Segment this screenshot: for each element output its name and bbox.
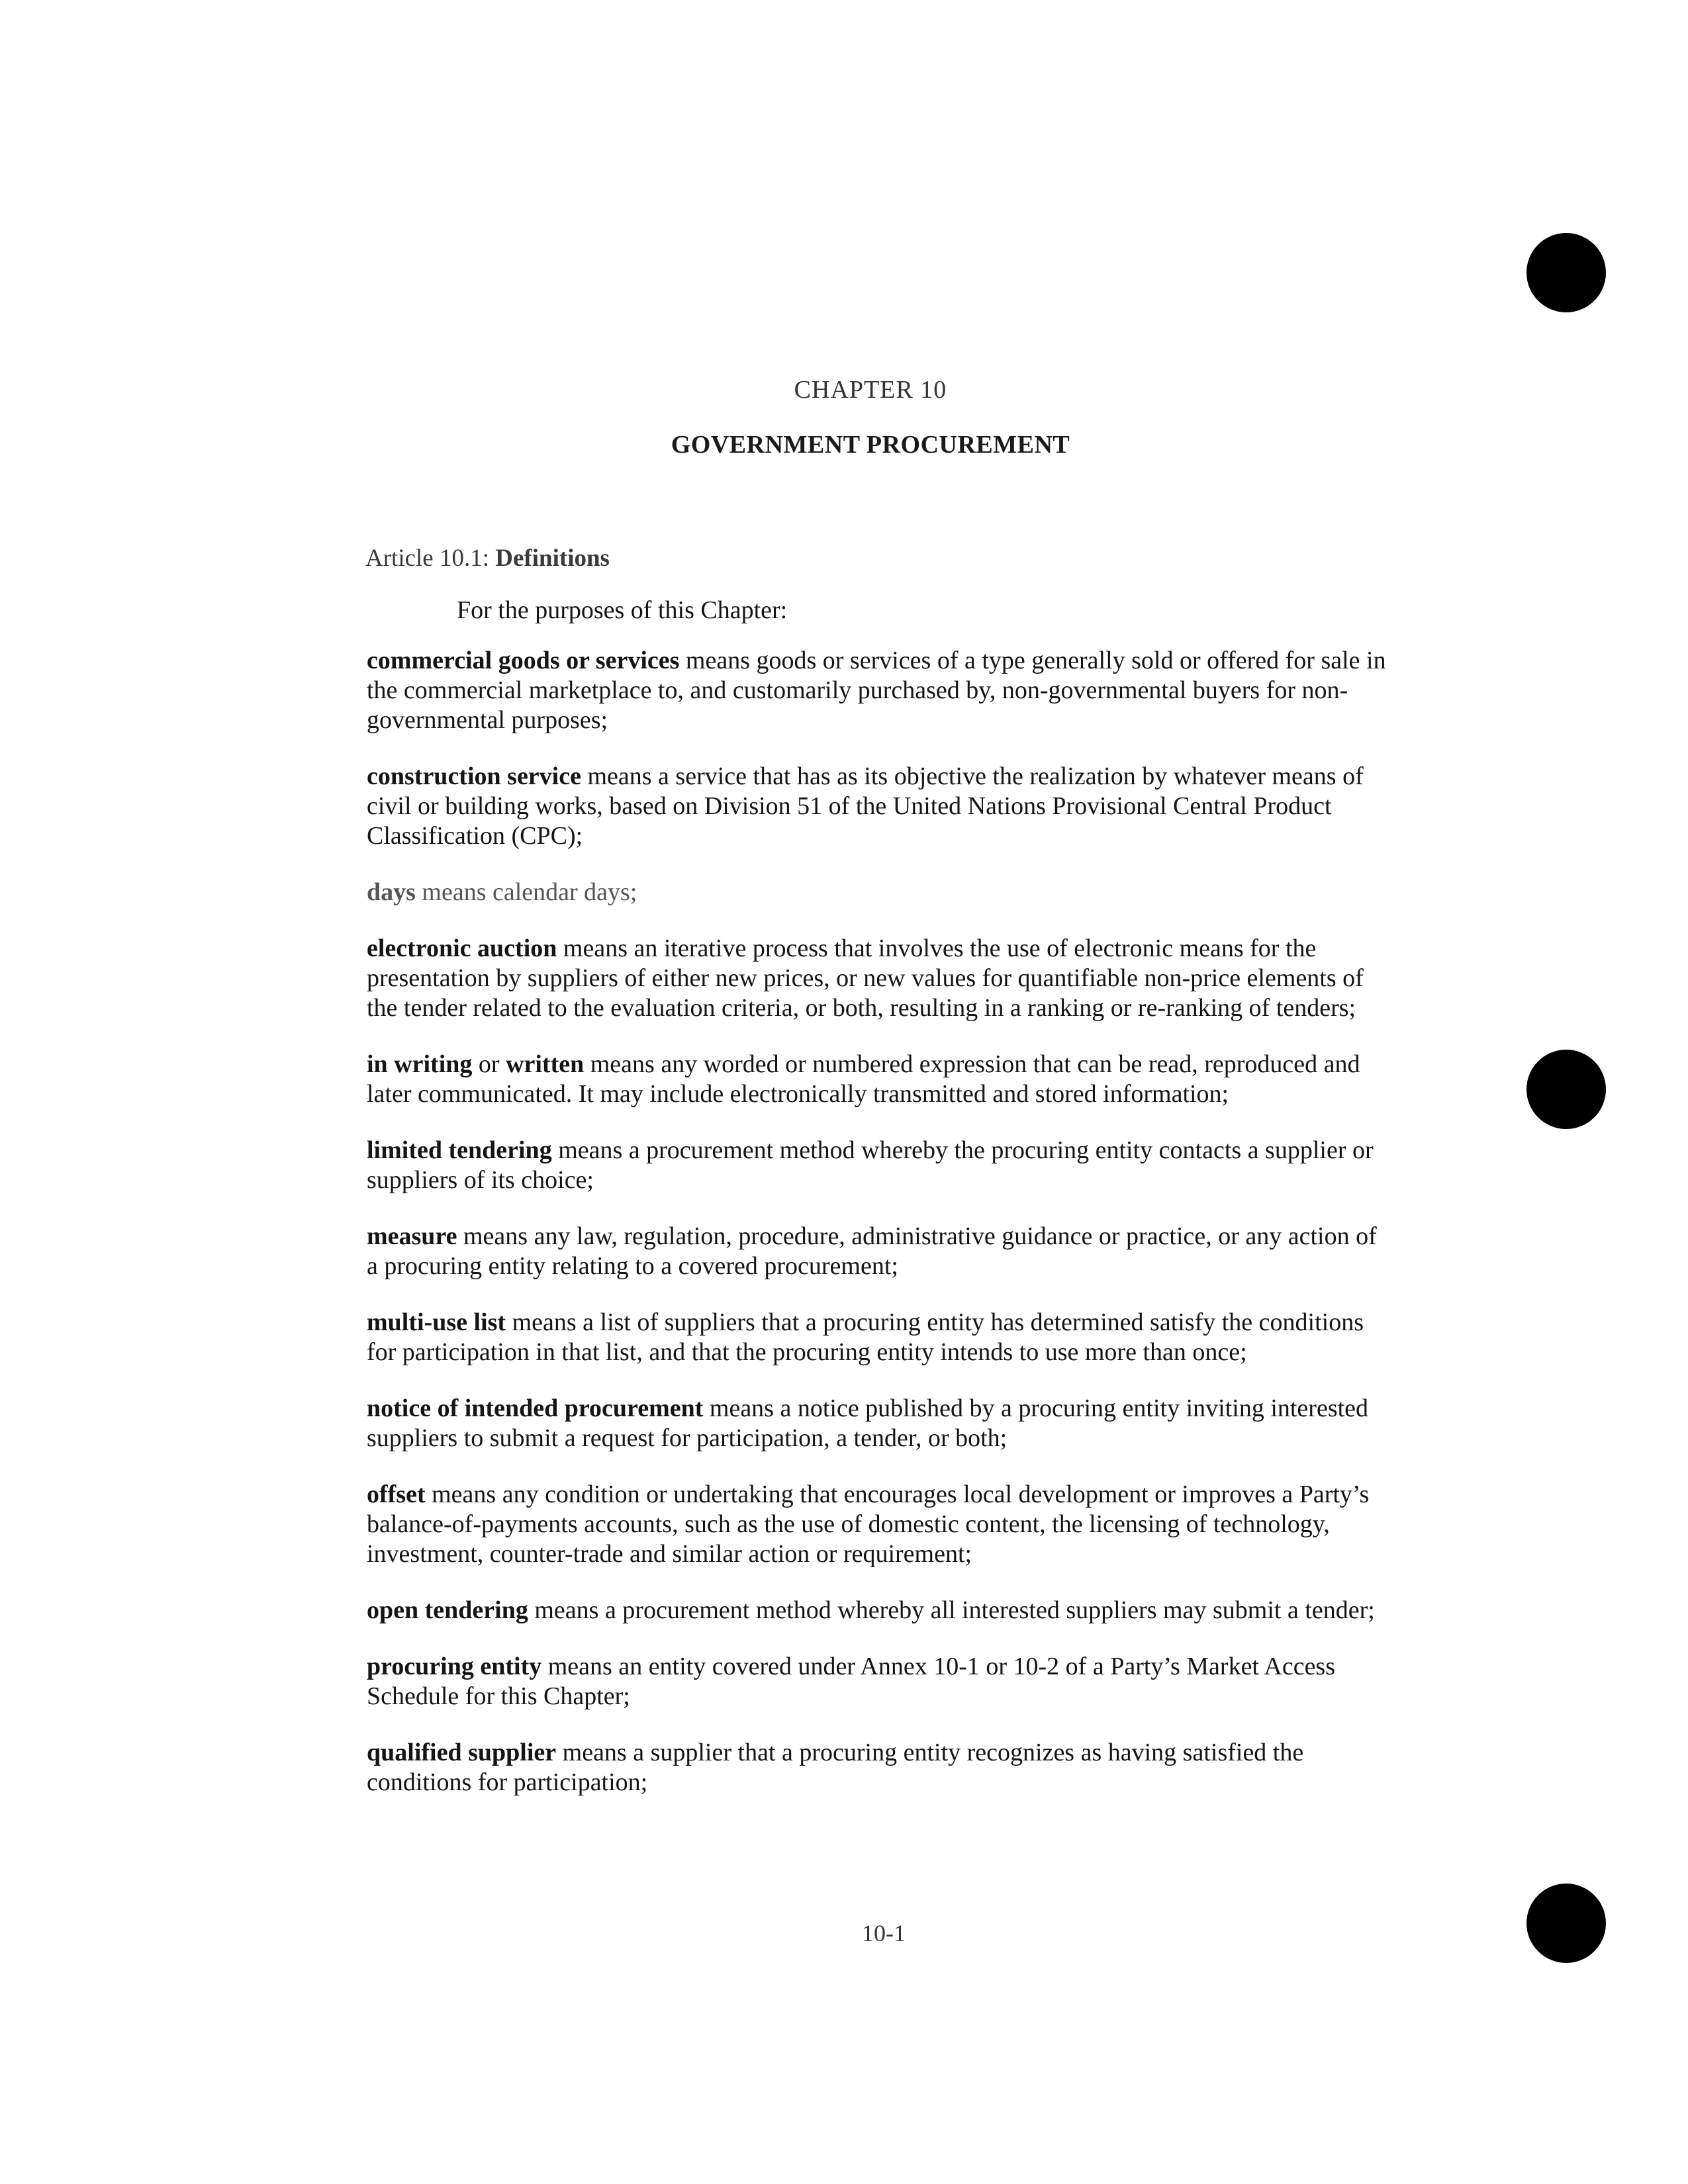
- definition-term: procuring entity: [367, 1653, 542, 1680]
- definition-term: multi-use list: [367, 1308, 506, 1336]
- definition-connector: or: [472, 1050, 506, 1078]
- definition-term: electronic auction: [367, 934, 557, 962]
- definition-term-alt: written: [506, 1050, 585, 1078]
- definition-term: construction service: [367, 762, 581, 790]
- definition-text: means a list of suppliers that a procuring entity has determined satisfy the conditions for participation in that list, and that the procuring entity intends to use more than once;: [367, 1308, 1364, 1366]
- definition-text: means goods or services of a type generally sold or offered for sale in the commercial marketplace to, and customarily purchased by, non-governmental buyers for non-governmental purposes;: [367, 647, 1386, 734]
- article-heading: [365, 544, 610, 572]
- definition-text: means any worded or numbered expression that can be read, reproduced and later communicated. It may include electronically transmitted and stored information;: [367, 1050, 1360, 1108]
- punch-hole-top: [1526, 233, 1606, 312]
- article-intro: For the purposes of this Chapter:: [457, 596, 788, 624]
- definition-offset: [367, 1480, 1386, 1569]
- definition-term: measure: [367, 1222, 457, 1250]
- definition-term: open tendering: [367, 1596, 528, 1624]
- chapter-title: GOVERNMENT PROCUREMENT: [671, 431, 1070, 459]
- article-label: Article 10.1:: [365, 545, 490, 572]
- definition-electronic-auction: [367, 934, 1386, 1023]
- punch-hole-middle: [1526, 1050, 1606, 1129]
- definition-text: means an iterative process that involves the use of electronic means for the presentation by suppliers of either new prices, or new values for quantifiable non-price elements of the tender related to the evaluation criteria, or both, resulting in a ranking or re-ranking of tenders;: [367, 934, 1364, 1022]
- definition-text: means a procurement method whereby the procuring entity contacts a supplier or suppliers of its choice;: [367, 1136, 1374, 1194]
- definition-term: days: [367, 878, 416, 906]
- definition-limited-tendering: [367, 1136, 1386, 1195]
- definition-text: means a service that has as its objective the realization by whatever means of civil or building works, based on Division 51 of the United Nations Provisional Central Product Classification (CPC);: [367, 762, 1364, 850]
- definition-days: [367, 878, 1386, 907]
- definition-text: means a procurement method whereby all interested suppliers may submit a tender;: [528, 1596, 1375, 1624]
- definition-term: qualified supplier: [367, 1739, 557, 1766]
- definition-open-tendering: [367, 1596, 1386, 1625]
- definition-text: means an entity covered under Annex 10-1 or 10-2 of a Party’s Market Access Schedule for this Chapter;: [367, 1653, 1336, 1710]
- definition-procuring-entity: [367, 1652, 1386, 1711]
- definition-term: in writing: [367, 1050, 473, 1078]
- definition-term: notice of intended procurement: [367, 1394, 704, 1422]
- definition-notice-of-intended-procurement: [367, 1394, 1386, 1453]
- definition-term: commercial goods or services: [367, 647, 680, 674]
- definition-measure: [367, 1222, 1386, 1281]
- definition-text: means calendar days;: [415, 878, 637, 906]
- definition-multi-use-list: [367, 1308, 1386, 1367]
- definition-construction-service: [367, 762, 1386, 851]
- definition-text: means any law, regulation, procedure, administrative guidance or practice, or any action of a procuring entity relating to a covered procurement;: [367, 1222, 1377, 1280]
- definition-term: offset: [367, 1480, 426, 1508]
- definitions-list: [367, 646, 1386, 1824]
- definition-in-writing: [367, 1050, 1386, 1109]
- definition-text: means a supplier that a procuring entity recognizes as having satisfied the conditions for participation;: [367, 1739, 1304, 1796]
- chapter-number: CHAPTER 10: [794, 376, 947, 404]
- definition-text: means any condition or undertaking that encourages local development or improves a Party’s balance-of-payments accounts, such as the use of domestic content, the licensing of technology, investment, counter-trade and similar action or requirement;: [367, 1480, 1370, 1568]
- definition-term: limited tendering: [367, 1136, 552, 1164]
- article-title: Definitions: [495, 545, 610, 572]
- definition-qualified-supplier: [367, 1738, 1386, 1797]
- definition-commercial-goods-or-services: [367, 646, 1386, 735]
- page-number: 10-1: [862, 1920, 906, 1946]
- definition-text: means a notice published by a procuring entity inviting interested suppliers to submit a request for participation, a tender, or both;: [367, 1394, 1369, 1452]
